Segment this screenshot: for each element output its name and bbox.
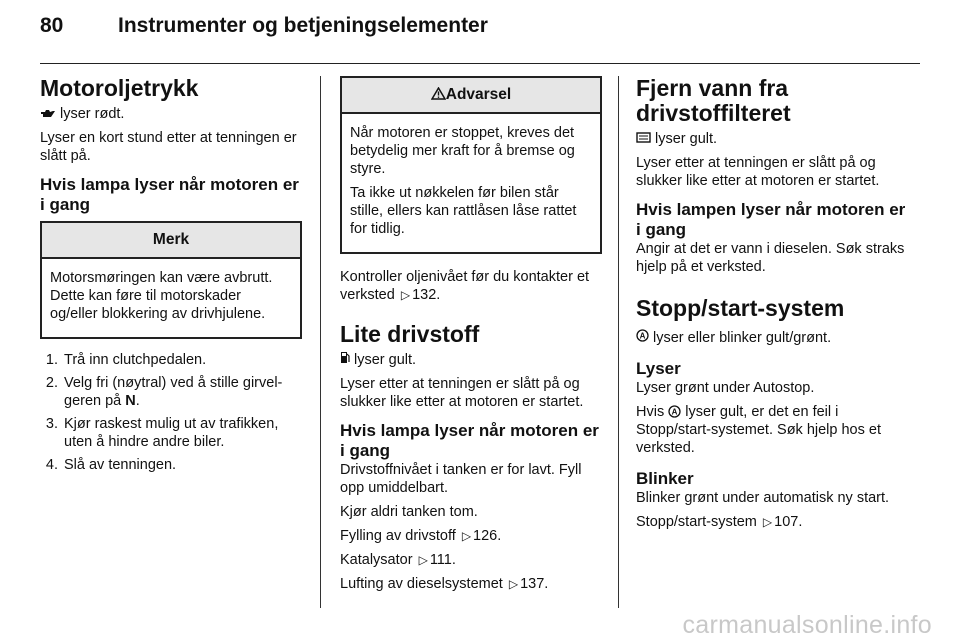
warning-text-2: Ta ikke ut nøkkelen før bilen står stille, ellers kan rattlåsen låse rattet for tidlig. <box>350 185 577 237</box>
ref-stop-start: Stopp/start-system ▷ 107. <box>636 514 803 530</box>
water-running-text: Angir at det er vann i dieselen. Søk straks hjelp på et verksted. <box>636 241 905 275</box>
column-1 <box>40 76 302 479</box>
list-item: 1. Trå inn clutchpedalen. <box>62 351 302 369</box>
subheading-lyser: Lyser <box>636 359 681 378</box>
warning-triangle-icon <box>431 86 446 103</box>
column-2 <box>340 76 602 599</box>
page-ref-arrow-icon: ▷ <box>400 288 411 302</box>
page-reference[interactable]: 107. <box>774 514 803 530</box>
note-body: Motorsmøringen kan være avbrutt. Dette kan føre til motorskader og/eller blokkering av drivhjulene. <box>50 270 273 322</box>
autostop-indicator-line: A lyser eller blinker gult/grønt. <box>636 329 906 347</box>
oil-indicator-line: lyser rødt. <box>40 105 302 123</box>
autostop-icon <box>668 403 681 421</box>
ref-bleeding: Lufting av dieselsystemet ▷ 137. <box>340 576 549 592</box>
subheading-oil-running: Hvis lampa lyser når motoren er i gang <box>40 175 299 214</box>
section-heading-oil-pressure: Motoroljetrykk <box>40 75 199 101</box>
page-ref-arrow-icon: ▷ <box>418 553 428 567</box>
fuel-pump-icon <box>340 351 350 369</box>
oil-can-icon <box>40 105 56 123</box>
fuel-low-text: Drivstoffnivået i tanken er for lavt. Fyll opp umiddelbart. <box>340 462 582 496</box>
section-heading-stop-start: Stopp/start-system <box>636 295 845 321</box>
warning-title: Advarsel <box>445 86 512 103</box>
note-title: Merk <box>42 223 300 259</box>
page-header <box>40 14 920 50</box>
list-item: 4. Slå av tenningen. <box>62 456 302 474</box>
page-reference[interactable]: 132. <box>412 287 441 303</box>
section-heading-water-filter: Fjern vann fra drivstoffilteret <box>636 75 791 126</box>
subheading-fuel-running: Hvis lampa lyser når motoren er i gang <box>340 421 599 460</box>
list-item: 2. Velg fri (nøytral) ved å stille girvelgeren på N. <box>62 374 302 410</box>
warning-header <box>342 78 600 114</box>
warning-text-1: Når motoren er stoppet, kreves det betydelig mer kraft for å bremse og styre. <box>350 125 575 177</box>
column-divider <box>320 76 321 608</box>
water-indicator-line: lyser gult. <box>636 130 906 148</box>
never-empty-text: Kjør aldri tanken tom. <box>340 504 478 520</box>
page-reference[interactable]: 126. <box>473 528 502 544</box>
page-reference[interactable]: 137. <box>520 576 549 592</box>
section-heading-low-fuel: Lite drivstoff <box>340 321 480 347</box>
subheading-water-running: Hvis lampen lyser når motoren er i gang <box>636 200 906 239</box>
subheading-blinker: Blinker <box>636 469 694 488</box>
page-ref-arrow-icon: ▷ <box>508 577 519 591</box>
warning-box <box>340 76 602 254</box>
page-ref-arrow-icon: ▷ <box>461 529 472 543</box>
ref-catalyst: Katalysator ▷ 111. <box>340 552 456 568</box>
svg-text:A: A <box>639 331 646 341</box>
oil-description: Lyser en kort stund etter at tenningen er slått på. <box>40 130 297 164</box>
fault-text: Hvis A lyser gult, er det en feil i Stopp/start-systemet. Søk hjelp hos et verksted. <box>636 404 881 456</box>
check-oil-text: Kontroller oljenivået før du kontakter et verksted ▷ 132. <box>340 269 590 303</box>
note-box <box>40 221 302 339</box>
column-divider <box>618 76 619 608</box>
water-description: Lyser etter at tenningen er slått på og slukker like etter at motoren er startet. <box>636 155 880 189</box>
page-title: Instrumenter og betjeningselementer <box>118 14 488 37</box>
page-reference[interactable]: 111. <box>429 552 456 568</box>
fuel-description: Lyser etter at tenningen er slått på og slukker like etter at motoren er startet. <box>340 376 584 410</box>
fuel-indicator-line: lyser gult. <box>340 351 602 369</box>
header-divider <box>40 63 920 64</box>
water-in-fuel-icon <box>636 130 651 148</box>
svg-text:A: A <box>671 407 678 417</box>
list-item: 3. Kjør raskest mulig ut av trafikken, uten å hindre andre biler. <box>62 415 302 451</box>
autostop-icon <box>636 329 649 347</box>
ref-fuelling: Fylling av drivstoff ▷ 126. <box>340 528 502 544</box>
page-number: 80 <box>40 14 64 37</box>
lyser-text: Lyser grønt under Autostop. <box>636 380 815 396</box>
watermark: carmanualsonline.info <box>682 611 932 639</box>
steps-list <box>40 351 302 474</box>
blinker-text: Blinker grønt under automatisk ny start. <box>636 490 890 506</box>
column-3 <box>636 76 906 537</box>
page-ref-arrow-icon: ▷ <box>762 515 773 529</box>
